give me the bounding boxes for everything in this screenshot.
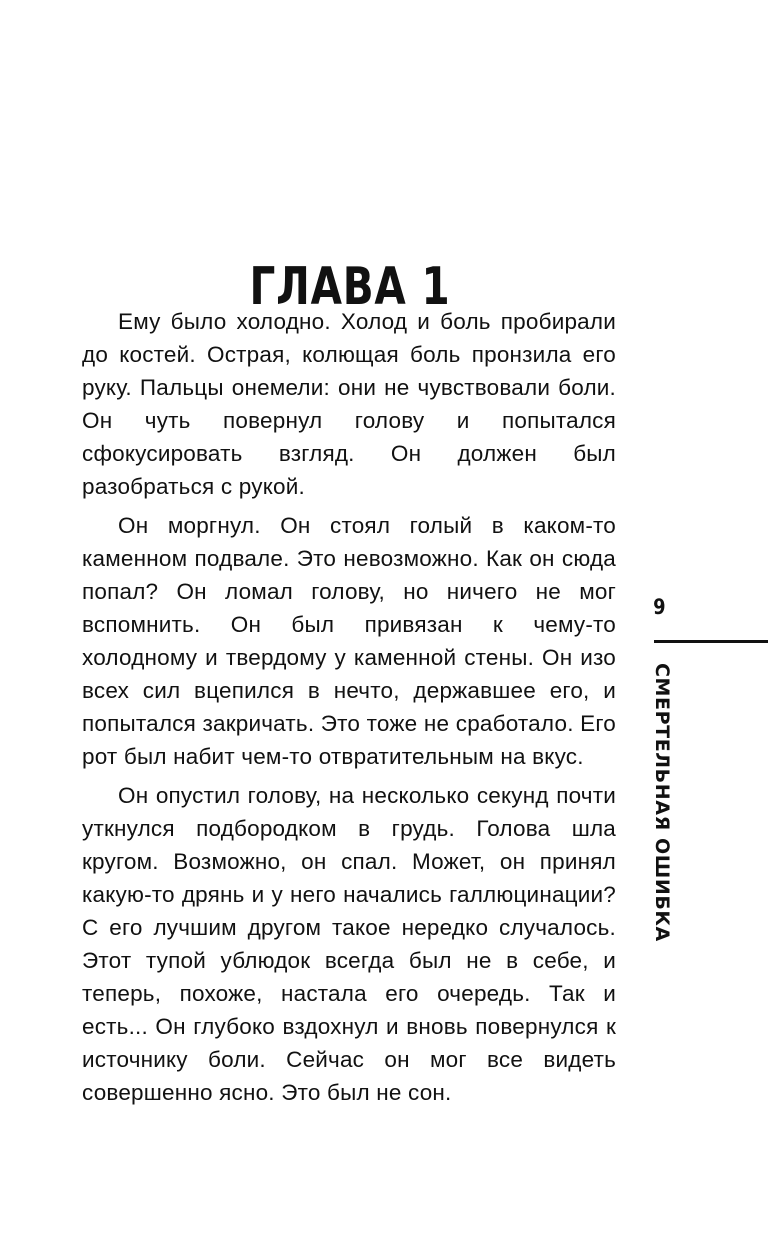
running-title: СМЕРТЕЛЬНАЯ ОШИБКА: [651, 663, 673, 942]
page-number: 9: [653, 595, 666, 619]
paragraph-1: Ему было холодно. Холод и боль пробирали до костей. Острая, колющая боль пронзила его руку. Пальцы онемели: они не чувствовали боли. Он чуть повернул голову и попытался сфокусировать взгляд. Он должен был разобраться с рукой.: [82, 309, 616, 499]
paragraph-3: Он опустил голову, на несколько секунд почти уткнулся подбородком в грудь. Голова шла кругом. Возможно, он спал. Может, он принял какую-то дрянь и у него начались галлюцинации? С его лучшим другом такое нередко случалось. Этот тупой ублюдок всегда был не в себе, и теперь, похоже, настала его очередь. Так и есть... Он глубоко вздохнул и вновь повернулся к источнику боли. Сейчас он мог все видеть совершенно ясно. Это был не сон.: [82, 783, 616, 1105]
chapter-title: ГЛАВА 1: [249, 256, 451, 317]
paragraph-2: Он моргнул. Он стоял голый в каком-то каменном подвале. Это невозможно. Как он сюда попал? Он ломал голову, но ничего не мог вспомнить. Он был привязан к чему-то холодному и твердому у каменной стены. Он изо всех сил вцепился в нечто, державшее его, и попытался закричать. Это тоже не сработало. Его рот был набит чем-то отвратительным на вкус.: [82, 513, 616, 769]
chapter-body: [82, 305, 616, 1115]
margin-divider: [654, 640, 768, 643]
